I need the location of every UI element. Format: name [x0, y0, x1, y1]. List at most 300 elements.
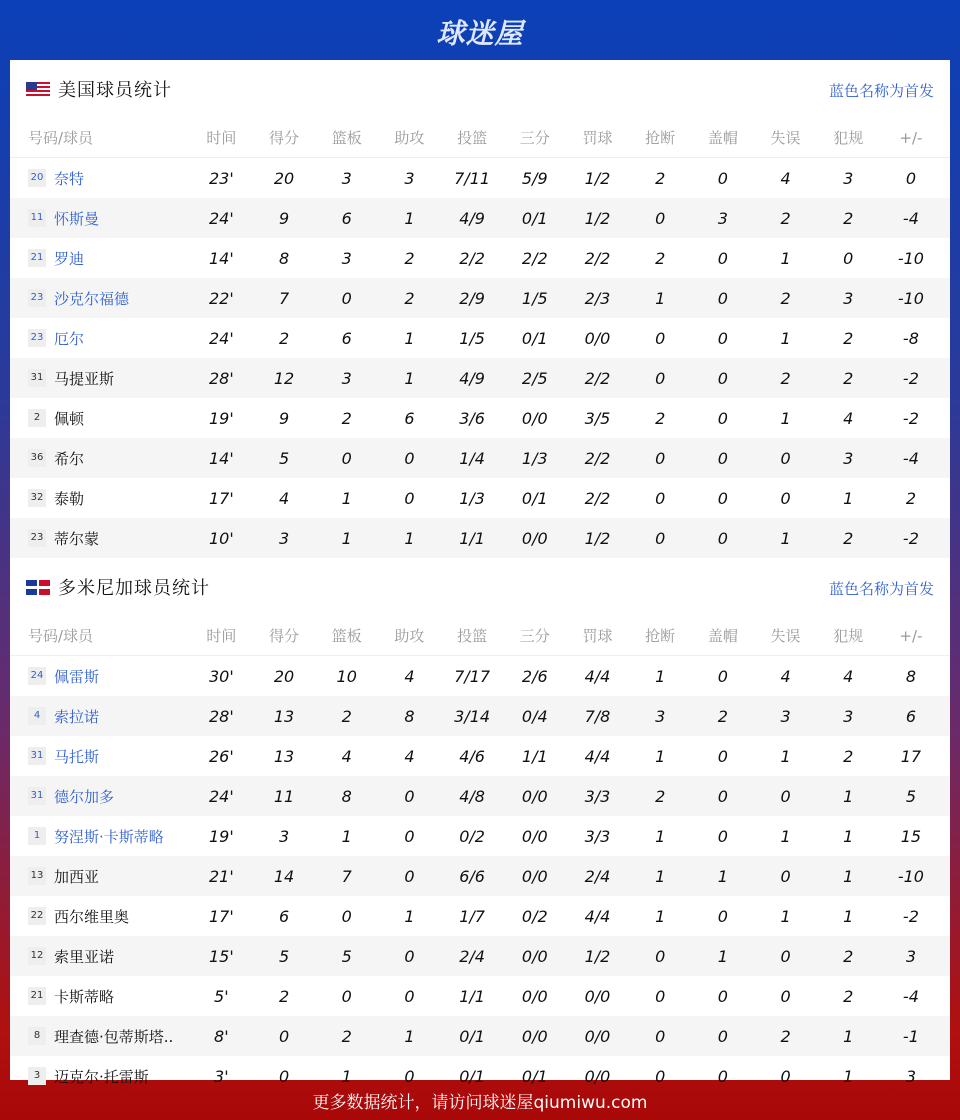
column-header: 得分 — [269, 129, 300, 147]
stat-cell: 0 — [717, 906, 728, 926]
stat-cell: 0 — [717, 1026, 728, 1046]
stat-cell: 0 — [655, 528, 666, 548]
stat-cell: -4 — [902, 208, 919, 228]
player-name[interactable]: 马提亚斯 — [54, 369, 115, 388]
stat-cell: 0 — [717, 448, 728, 468]
column-header: 助攻 — [394, 129, 425, 147]
stat-cell: 0/4 — [521, 706, 548, 726]
flag-icon — [26, 82, 50, 97]
stat-cell: 17' — [208, 906, 234, 926]
player-name[interactable]: 厄尔 — [54, 329, 85, 348]
stat-cell: 1/2 — [584, 208, 611, 228]
stat-cell: 1 — [341, 1066, 352, 1086]
player-name[interactable]: 索拉诺 — [54, 707, 100, 726]
player-row[interactable] — [10, 816, 950, 856]
stat-cell: -2 — [902, 906, 919, 926]
stat-cell: 1 — [655, 826, 666, 846]
player-name[interactable]: 沙克尔福德 — [54, 289, 130, 308]
player-row[interactable] — [10, 318, 950, 358]
stat-cell: 19' — [208, 826, 234, 846]
player-row[interactable] — [10, 278, 950, 318]
player-cell — [10, 746, 190, 767]
player-row[interactable] — [10, 696, 950, 736]
stat-cell: 21' — [208, 866, 234, 886]
jersey-number: 31 — [28, 787, 46, 805]
player-name[interactable]: 索里亚诺 — [54, 947, 115, 966]
stat-cell: 1/5 — [459, 328, 485, 348]
stat-cell: 8 — [341, 786, 352, 806]
stat-cell: 26' — [208, 746, 234, 766]
player-name[interactable]: 德尔加多 — [54, 787, 115, 806]
stat-cell: 1/2 — [584, 168, 611, 188]
stat-cell: 1/2 — [584, 528, 611, 548]
player-row[interactable] — [10, 856, 950, 896]
stat-cell: 20 — [273, 666, 295, 686]
jersey-number: 23 — [28, 289, 46, 307]
stat-cell: 8 — [278, 248, 290, 268]
jersey-number: 22 — [28, 907, 46, 925]
column-header: 盖帽 — [707, 129, 738, 147]
stat-cell: 1 — [341, 528, 352, 548]
stat-cell: 1 — [843, 488, 854, 508]
stat-cell: 1 — [717, 866, 728, 886]
stat-cell: 0 — [341, 288, 352, 308]
player-row[interactable] — [10, 1016, 950, 1056]
column-header: 号码/球员 — [28, 129, 94, 147]
stat-cell: 7/17 — [454, 666, 491, 686]
stat-cell: 8 — [404, 706, 415, 726]
stat-cell: 0 — [655, 488, 666, 508]
player-row[interactable] — [10, 478, 950, 518]
player-row[interactable] — [10, 896, 950, 936]
stat-cell: 1 — [404, 528, 415, 548]
stat-cell: 1 — [780, 328, 791, 348]
stat-cell: 0 — [780, 448, 791, 468]
stat-cell: 0 — [717, 488, 728, 508]
player-name[interactable]: 泰勒 — [54, 489, 85, 508]
player-name[interactable]: 卡斯蒂略 — [54, 987, 115, 1006]
stat-cell: 2 — [341, 408, 352, 428]
stat-cell: -2 — [902, 408, 919, 428]
player-row[interactable] — [10, 398, 950, 438]
player-name[interactable]: 加西亚 — [54, 867, 100, 886]
player-cell — [10, 706, 190, 727]
jersey-number: 2 — [28, 409, 46, 427]
column-header: 三分 — [519, 627, 550, 645]
stat-cell: 3 — [278, 528, 290, 548]
table-header — [10, 118, 950, 158]
stat-cell: 1 — [341, 826, 352, 846]
stat-cell: 0 — [780, 986, 791, 1006]
stat-cell: 1 — [404, 328, 415, 348]
jersey-number: 23 — [28, 329, 46, 347]
player-row[interactable] — [10, 936, 950, 976]
stat-cell: 5/9 — [521, 168, 548, 188]
player-cell — [10, 528, 190, 549]
stat-cell: 5 — [905, 786, 916, 806]
stat-cell: 3 — [278, 826, 290, 846]
stat-cell: 2 — [780, 288, 791, 308]
column-header: 投篮 — [457, 129, 488, 147]
stat-cell: 0 — [404, 826, 415, 846]
stat-cell: 3 — [843, 288, 854, 308]
jersey-number: 20 — [28, 169, 46, 187]
stat-cell: 6 — [905, 706, 916, 726]
stat-cell: 0 — [717, 746, 728, 766]
stat-cell: 3 — [843, 168, 854, 188]
stat-cell: 0/0 — [521, 786, 548, 806]
player-row[interactable] — [10, 776, 950, 816]
jersey-number: 8 — [28, 1027, 46, 1045]
stat-cell: 1 — [843, 826, 854, 846]
stat-cell: 0 — [341, 448, 352, 468]
player-cell — [10, 786, 190, 807]
stat-cell: -2 — [902, 368, 919, 388]
player-cell — [10, 666, 190, 687]
player-name[interactable]: 马托斯 — [54, 747, 100, 766]
stat-cell: 20 — [273, 168, 295, 188]
player-row[interactable] — [10, 656, 950, 696]
stat-cell: 0 — [655, 368, 666, 388]
stat-cell: 0/0 — [584, 1026, 611, 1046]
stat-cell: 4/4 — [584, 666, 611, 686]
column-header: 犯规 — [833, 129, 864, 147]
stat-cell: 0 — [780, 1066, 791, 1086]
column-header: 篮板 — [331, 627, 362, 645]
stat-cell: 3/6 — [459, 408, 485, 428]
player-row[interactable] — [10, 976, 950, 1016]
player-name[interactable]: 迈克尔·托雷斯 — [54, 1067, 149, 1086]
stat-cell: 1 — [780, 746, 791, 766]
jersey-number: 3 — [28, 1067, 46, 1085]
player-name[interactable]: 蒂尔蒙 — [54, 529, 100, 548]
player-cell — [10, 1066, 190, 1087]
stat-cell: -2 — [902, 528, 919, 548]
stat-cell: 8 — [905, 666, 916, 686]
stat-cell: 4 — [843, 666, 854, 686]
stat-cell: 0 — [717, 408, 728, 428]
player-cell — [10, 488, 190, 509]
stat-cell: 0 — [717, 168, 728, 188]
stat-cell: 0 — [278, 1066, 290, 1086]
stat-cell: 0 — [780, 946, 791, 966]
stat-cell: 0/1 — [459, 1066, 485, 1086]
stat-cell: 7/11 — [454, 168, 491, 188]
player-row[interactable] — [10, 158, 950, 198]
starter-legend: 蓝色名称为首发 — [828, 580, 934, 598]
column-header: 时间 — [206, 129, 237, 147]
stat-cell: 4/4 — [584, 906, 611, 926]
stat-cell: 0/0 — [521, 946, 548, 966]
player-name[interactable]: 佩顿 — [54, 409, 85, 428]
stat-cell: 2 — [278, 328, 290, 348]
stat-cell: 28' — [208, 368, 234, 388]
column-header: 盖帽 — [707, 627, 738, 645]
starter-legend: 蓝色名称为首发 — [828, 82, 934, 100]
column-header: 罚球 — [582, 627, 613, 645]
column-header: 篮板 — [331, 129, 362, 147]
stat-cell: 14 — [273, 866, 295, 886]
stat-cell: 0 — [655, 448, 666, 468]
section-header — [10, 60, 950, 118]
stat-cell: 1 — [780, 826, 791, 846]
table-header — [10, 616, 950, 656]
stat-cell: 0 — [717, 666, 728, 686]
stat-cell: 1 — [655, 866, 666, 886]
stat-cell: 2 — [655, 786, 666, 806]
stat-cell: 3/3 — [584, 786, 611, 806]
stat-cell: 0/0 — [521, 826, 548, 846]
stat-cell: 0 — [717, 1066, 728, 1086]
column-header: 得分 — [269, 627, 300, 645]
stat-cell: 1 — [780, 408, 791, 428]
player-row[interactable] — [10, 358, 950, 398]
stat-cell: 2/2 — [459, 248, 485, 268]
stats-card — [10, 60, 950, 1086]
flag-icon — [26, 580, 50, 595]
stat-cell: 0/0 — [521, 528, 548, 548]
column-header: +/- — [899, 128, 923, 147]
stat-cell: -10 — [897, 288, 924, 308]
player-cell — [10, 866, 190, 887]
stat-cell: 13 — [273, 746, 295, 766]
stat-cell: 0/1 — [459, 1026, 485, 1046]
stat-cell: 3/14 — [454, 706, 491, 726]
player-cell — [10, 368, 190, 389]
stat-cell: 0 — [404, 448, 415, 468]
stat-cell: 1/5 — [521, 288, 548, 308]
stat-cell: 2 — [655, 248, 666, 268]
stat-cell: 3 — [905, 1066, 916, 1086]
stat-cell: 0 — [404, 946, 415, 966]
stat-cell: 1 — [843, 1066, 854, 1086]
stat-cell: 10 — [336, 666, 357, 686]
stat-cell: 2 — [717, 706, 728, 726]
stat-cell: 22' — [208, 288, 234, 308]
stat-cell: 0 — [655, 1026, 666, 1046]
player-cell — [10, 906, 190, 927]
stat-cell: 0/1 — [521, 488, 548, 508]
stat-cell: 1/1 — [521, 746, 548, 766]
stat-cell: 28' — [208, 706, 234, 726]
stat-cell: 1 — [341, 488, 352, 508]
column-header: 时间 — [206, 627, 237, 645]
player-cell — [10, 328, 190, 349]
stat-cell: 4 — [278, 488, 290, 508]
section-header — [10, 558, 950, 616]
player-name[interactable]: 奈特 — [54, 169, 85, 188]
jersey-number: 1 — [28, 827, 46, 845]
stat-cell: 1/1 — [459, 986, 485, 1006]
stat-cell: 0/0 — [521, 408, 548, 428]
stat-cell: 6 — [341, 208, 352, 228]
player-cell — [10, 168, 190, 189]
stat-cell: 7 — [341, 866, 352, 886]
stat-cell: 1 — [780, 528, 791, 548]
stat-cell: 0 — [655, 986, 666, 1006]
stat-cell: 0/1 — [521, 1066, 548, 1086]
stat-cell: 0/0 — [521, 986, 548, 1006]
stat-cell: 0/0 — [521, 1026, 548, 1046]
stat-cell: 1/3 — [459, 488, 485, 508]
stat-cell: 0 — [404, 1066, 415, 1086]
stat-cell: 2 — [780, 1026, 791, 1046]
stat-cell: 2 — [341, 706, 352, 726]
stat-cell: 5 — [278, 946, 290, 966]
player-cell — [10, 946, 190, 967]
stat-cell: 4 — [780, 168, 791, 188]
stat-cell: -4 — [902, 448, 919, 468]
stat-cell: 2 — [404, 248, 415, 268]
stat-cell: 1 — [843, 1026, 854, 1046]
stat-cell: 1 — [655, 666, 666, 686]
stat-cell: 0/0 — [584, 328, 611, 348]
stat-cell: 0 — [780, 866, 791, 886]
stat-cell: 0 — [278, 1026, 290, 1046]
stat-cell: 4 — [843, 408, 854, 428]
stat-cell: 10' — [208, 528, 234, 548]
stat-cell: 7/8 — [584, 706, 611, 726]
jersey-number: 21 — [28, 249, 46, 267]
stat-cell: 0 — [404, 488, 415, 508]
stat-cell: 0 — [905, 168, 916, 188]
logo: 球迷屋 — [436, 17, 524, 50]
stat-cell: 0 — [655, 946, 666, 966]
stat-cell: 5 — [278, 448, 290, 468]
stat-cell: -4 — [902, 986, 919, 1006]
stat-cell: 0 — [404, 866, 415, 886]
stat-cell: 17 — [900, 746, 922, 766]
column-header: 抢断 — [645, 627, 676, 645]
stat-cell: 9 — [278, 208, 290, 228]
stat-cell: 0/0 — [584, 1066, 611, 1086]
player-name[interactable]: 希尔 — [54, 449, 85, 468]
stat-cell: 1/2 — [584, 946, 611, 966]
stat-cell: 2 — [341, 1026, 352, 1046]
stat-cell: 2 — [843, 528, 854, 548]
stat-cell: 8' — [214, 1026, 229, 1046]
stat-cell: 2/6 — [521, 666, 548, 686]
stat-cell: 15' — [208, 946, 234, 966]
stat-cell: 2/4 — [459, 946, 485, 966]
stat-cell: -10 — [897, 248, 924, 268]
stat-cell: 0/0 — [584, 986, 611, 1006]
stat-cell: 3 — [905, 946, 916, 966]
column-header: 助攻 — [394, 627, 425, 645]
player-row[interactable] — [10, 736, 950, 776]
stat-cell: 4 — [404, 746, 415, 766]
stat-cell: 0 — [780, 786, 791, 806]
stat-cell: 2/3 — [584, 288, 611, 308]
stat-cell: 30' — [208, 666, 234, 686]
player-name[interactable]: 佩雷斯 — [54, 667, 100, 686]
player-name[interactable]: 西尔维里奥 — [54, 907, 130, 926]
team-section — [10, 558, 950, 1096]
column-header: 三分 — [519, 129, 550, 147]
jersey-number: 31 — [28, 369, 46, 387]
jersey-number: 11 — [28, 209, 46, 227]
jersey-number: 31 — [28, 747, 46, 765]
jersey-number: 23 — [28, 529, 46, 547]
stat-cell: 1 — [404, 208, 415, 228]
stat-cell: 19' — [208, 408, 234, 428]
column-header: 投篮 — [457, 627, 488, 645]
player-name[interactable]: 努涅斯·卡斯蒂略 — [54, 827, 164, 846]
stat-cell: 3 — [341, 248, 352, 268]
stat-cell: 2 — [843, 368, 854, 388]
stat-cell: 1 — [780, 906, 791, 926]
stat-cell: 9 — [278, 408, 290, 428]
stat-cell: 2/2 — [584, 248, 611, 268]
stat-cell: 5' — [214, 986, 229, 1006]
stat-cell: 7 — [278, 288, 290, 308]
footer-text: 更多数据统计，请访问球迷屋qiumiwu.com — [312, 1093, 648, 1113]
team-section — [10, 60, 950, 558]
stat-cell: 23' — [208, 168, 234, 188]
jersey-number: 12 — [28, 947, 46, 965]
stat-cell: 0/1 — [521, 208, 548, 228]
stat-cell: 0/1 — [521, 328, 548, 348]
player-row[interactable] — [10, 438, 950, 478]
stat-cell: 0 — [341, 906, 352, 926]
stat-cell: -10 — [897, 866, 924, 886]
column-header: 失误 — [770, 129, 801, 147]
jersey-number: 32 — [28, 489, 46, 507]
stat-cell: 24' — [208, 328, 234, 348]
stat-cell: 1 — [780, 248, 791, 268]
stat-cell: 0 — [341, 986, 352, 1006]
stat-cell: 0 — [655, 328, 666, 348]
stat-cell: 2 — [843, 946, 854, 966]
player-name[interactable]: 怀斯曼 — [54, 209, 100, 228]
stat-cell: 0 — [780, 488, 791, 508]
stat-cell: 2 — [843, 746, 854, 766]
stat-cell: 15 — [900, 826, 922, 846]
stat-cell: 0 — [717, 288, 728, 308]
player-name[interactable]: 理查德·包蒂斯塔.. — [54, 1027, 174, 1046]
stat-cell: 2 — [655, 168, 666, 188]
stat-cell: 3 — [717, 208, 728, 228]
stat-cell: 0/2 — [459, 826, 485, 846]
stat-cell: 5 — [341, 946, 352, 966]
column-header: 号码/球员 — [28, 627, 94, 645]
stat-cell: 4/6 — [459, 746, 485, 766]
stat-cell: 2/5 — [521, 368, 548, 388]
player-row[interactable] — [10, 518, 950, 558]
column-header: 罚球 — [582, 129, 613, 147]
stat-cell: 2 — [843, 328, 854, 348]
player-cell — [10, 448, 190, 469]
player-cell — [10, 408, 190, 429]
jersey-number: 13 — [28, 867, 46, 885]
stat-cell: 2 — [404, 288, 415, 308]
stat-cell: 2/2 — [584, 448, 611, 468]
stat-cell: 2 — [780, 368, 791, 388]
player-row[interactable] — [10, 238, 950, 278]
stat-cell: 6 — [341, 328, 352, 348]
stat-cell: 4/9 — [459, 208, 485, 228]
jersey-number: 4 — [28, 707, 46, 725]
stat-cell: 0 — [404, 986, 415, 1006]
stat-cell: 12 — [273, 368, 295, 388]
stat-cell: 6/6 — [459, 866, 485, 886]
stat-cell: 2 — [843, 208, 854, 228]
stat-cell: 17' — [208, 488, 234, 508]
player-row[interactable] — [10, 198, 950, 238]
stat-cell: -8 — [902, 328, 919, 348]
stat-cell: 0 — [717, 826, 728, 846]
player-name[interactable]: 罗迪 — [54, 249, 85, 268]
